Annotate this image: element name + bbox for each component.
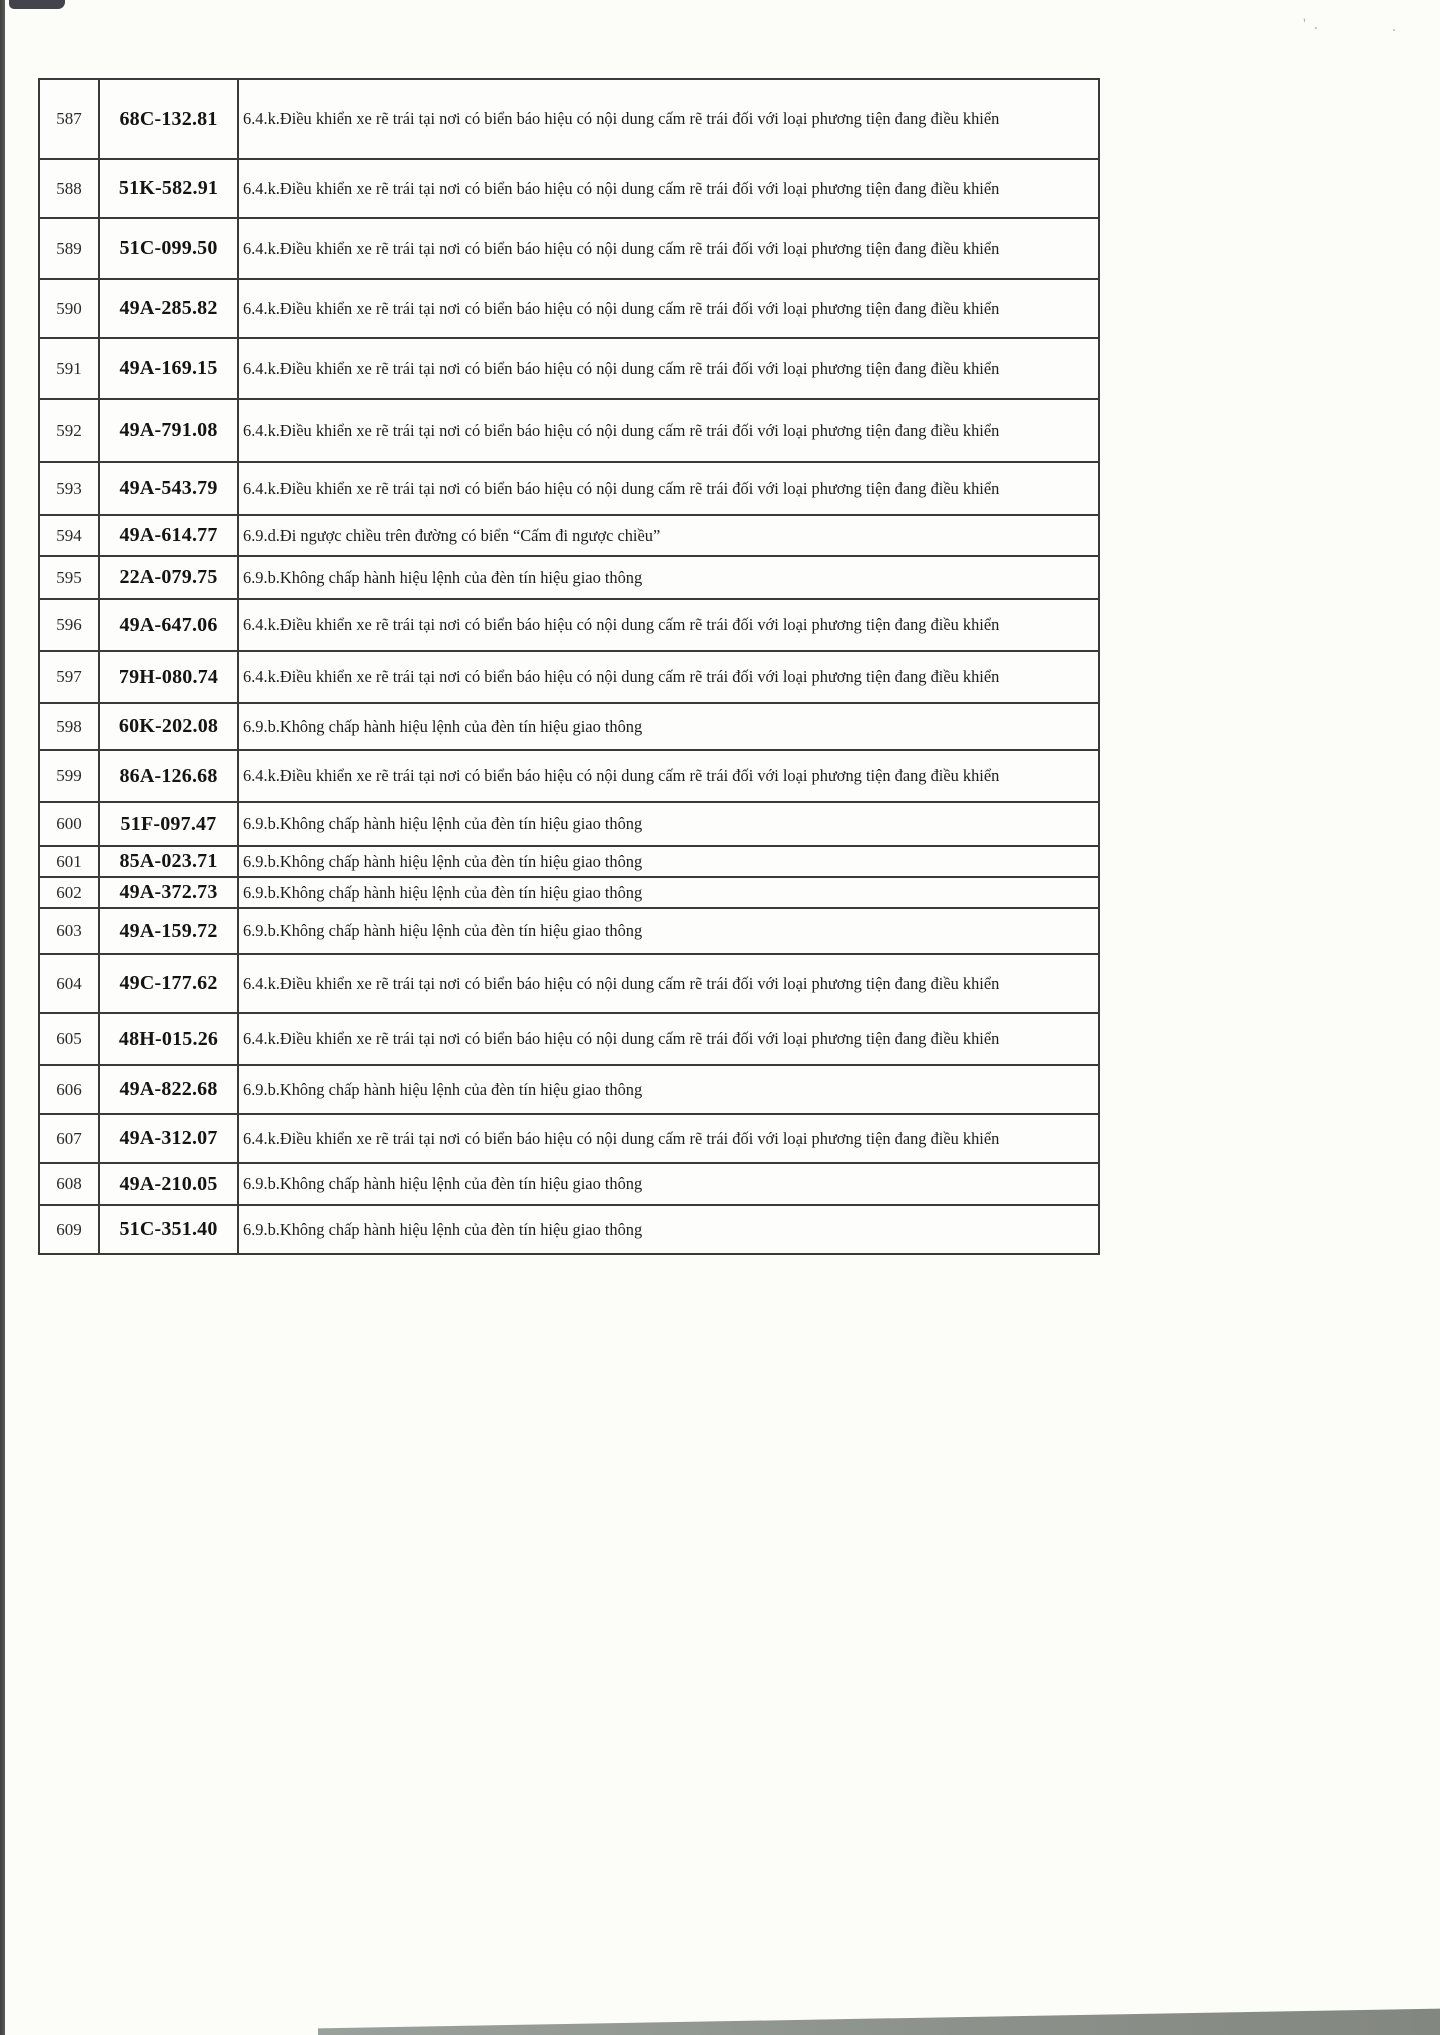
row-index: 606 [40, 1066, 100, 1113]
violation-text: 6.4.k.Điều khiển xe rẽ trái tại nơi có biển báo hiệu có nội dung cấm rẽ trái đối với loại phương tiện đang điều khiển [243, 298, 1000, 318]
violation-text: 6.4.k.Điều khiển xe rẽ trái tại nơi có biển báo hiệu có nội dung cấm rẽ trái đối với loại phương tiện đang điều khiển [243, 1128, 1000, 1148]
violation-text: 6.4.k.Điều khiển xe rẽ trái tại nơi có biển báo hiệu có nội dung cấm rẽ trái đối với loại phương tiện đang điều khiển [243, 1029, 1000, 1048]
violation-text: 6.4.k.Điều khiển xe rẽ trái tại nơi có biển báo hiệu có nội dung cấm rẽ trái đối với loại phương tiện đang điều khiển [243, 238, 1000, 258]
table-row [40, 878, 1098, 909]
row-index: 601 [40, 847, 100, 876]
row-index: 594 [40, 516, 100, 555]
document-table [38, 78, 1100, 1255]
plate-number: 68C-132.81 [100, 80, 239, 158]
violation-text: 6.4.k.Điều khiển xe rẽ trái tại nơi có biển báo hiệu có nội dung cấm rẽ trái đối với loại phương tiện đang điều khiển [243, 615, 1000, 634]
table-row [40, 463, 1098, 516]
plate-number: 49A-312.07 [100, 1115, 239, 1162]
violation-text: 6.4.k.Điều khiển xe rẽ trái tại nơi có biển báo hiệu có nội dung cấm rẽ trái đối với loại phương tiện đang điều khiển [243, 109, 1000, 128]
plate-number: 85A-023.71 [100, 847, 239, 876]
plate-number: 51C-351.40 [100, 1206, 239, 1253]
row-index: 604 [40, 955, 100, 1012]
violation-text: 6.4.k.Điều khiển xe rẽ trái tại nơi có biển báo hiệu có nội dung cấm rẽ trái đối với loại phương tiện đang điều khiển [243, 178, 1000, 198]
plate-number: 49A-614.77 [100, 516, 239, 555]
row-index: 587 [40, 80, 100, 158]
row-index: 588 [40, 160, 100, 217]
plate-number: 51K-582.91 [100, 160, 239, 217]
table-row [40, 1115, 1098, 1164]
violation-text: 6.9.b.Không chấp hành hiệu lệnh của đèn tín hiệu giao thông [243, 851, 643, 871]
row-index: 590 [40, 280, 100, 337]
violation-text: 6.9.b.Không chấp hành hiệu lệnh của đèn tín hiệu giao thông [243, 814, 643, 833]
row-index: 591 [40, 339, 100, 398]
table-row [40, 803, 1098, 847]
violation-text: 6.4.k.Điều khiển xe rẽ trái tại nơi có biển báo hiệu có nội dung cấm rẽ trái đối với loại phương tiện đang điều khiển [243, 478, 1000, 498]
violation-text: 6.9.b.Không chấp hành hiệu lệnh của đèn tín hiệu giao thông [243, 567, 643, 587]
row-index: 600 [40, 803, 100, 845]
plate-number: 51C-099.50 [100, 219, 239, 278]
plate-number: 51F-097.47 [100, 803, 239, 845]
row-index: 609 [40, 1206, 100, 1253]
plate-number: 49A-210.05 [100, 1164, 239, 1204]
violation-text: 6.4.k.Điều khiển xe rẽ trái tại nơi có biển báo hiệu có nội dung cấm rẽ trái đối với loại phương tiện đang điều khiển [243, 358, 1000, 378]
violation-text: 6.9.b.Không chấp hành hiệu lệnh của đèn tín hiệu giao thông [243, 1219, 643, 1239]
table-row [40, 80, 1098, 160]
plate-number: 49A-543.79 [100, 463, 239, 514]
row-index: 593 [40, 463, 100, 514]
row-index: 608 [40, 1164, 100, 1204]
scan-mark: ' . [1303, 16, 1320, 33]
row-index: 597 [40, 652, 100, 702]
scan-left-edge-shadow [0, 0, 5, 2035]
row-index: 605 [40, 1014, 100, 1064]
table-row [40, 516, 1098, 557]
row-index: 598 [40, 704, 100, 749]
row-index: 603 [40, 909, 100, 953]
violation-text: 6.9.b.Không chấp hành hiệu lệnh của đèn tín hiệu giao thông [243, 1079, 643, 1099]
violation-text: 6.4.k.Điều khiển xe rẽ trái tại nơi có biển báo hiệu có nội dung cấm rẽ trái đối với loại phương tiện đang điều khiển [243, 973, 1000, 993]
bottom-scan-band [318, 2005, 1440, 2035]
scan-corner-artifact [9, 0, 65, 9]
table-row [40, 160, 1098, 219]
row-index: 595 [40, 557, 100, 598]
plate-number: 49A-285.82 [100, 280, 239, 337]
plate-number: 49A-822.68 [100, 1066, 239, 1113]
table-row [40, 339, 1098, 400]
violation-text: 6.4.k.Điều khiển xe rẽ trái tại nơi có biển báo hiệu có nội dung cấm rẽ trái đối với loại phương tiện đang điều khiển [243, 667, 1000, 686]
plate-number: 60K-202.08 [100, 704, 239, 749]
violation-text: 6.9.d.Đi ngược chiều trên đường có biển “Cấm đi ngược chiều” [243, 525, 661, 545]
table-row [40, 219, 1098, 280]
table-row [40, 847, 1098, 878]
table-row [40, 400, 1098, 463]
table-row [40, 1014, 1098, 1066]
violation-text: 6.4.k.Điều khiển xe rẽ trái tại nơi có biển báo hiệu có nội dung cấm rẽ trái đối với loại phương tiện đang điều khiển [243, 766, 1000, 785]
table-row [40, 955, 1098, 1014]
table-row [40, 751, 1098, 803]
table-row [40, 1164, 1098, 1206]
plate-number: 49A-372.73 [100, 878, 239, 907]
violation-text: 6.4.k.Điều khiển xe rẽ trái tại nơi có biển báo hiệu có nội dung cấm rẽ trái đối với loại phương tiện đang điều khiển [243, 420, 1000, 440]
table-row [40, 600, 1098, 652]
violation-text: 6.9.b.Không chấp hành hiệu lệnh của đèn tín hiệu giao thông [243, 921, 643, 940]
plate-number: 79H-080.74 [100, 652, 239, 702]
row-index: 589 [40, 219, 100, 278]
plate-number: 49A-159.72 [100, 909, 239, 953]
plate-number: 49A-647.06 [100, 600, 239, 650]
row-index: 596 [40, 600, 100, 650]
plate-number: 48H-015.26 [100, 1014, 239, 1064]
scan-mark: . [1392, 18, 1398, 35]
table-row [40, 704, 1098, 751]
plate-number: 22A-079.75 [100, 557, 239, 598]
violation-text: 6.9.b.Không chấp hành hiệu lệnh của đèn tín hiệu giao thông [243, 1174, 643, 1193]
violation-text: 6.9.b.Không chấp hành hiệu lệnh của đèn tín hiệu giao thông [243, 716, 643, 736]
table-row [40, 1206, 1098, 1253]
plate-number: 49C-177.62 [100, 955, 239, 1012]
plate-number: 86A-126.68 [100, 751, 239, 801]
row-index: 602 [40, 878, 100, 907]
table-row [40, 652, 1098, 704]
violation-text: 6.9.b.Không chấp hành hiệu lệnh của đèn tín hiệu giao thông [243, 882, 643, 902]
row-index: 592 [40, 400, 100, 461]
table-row [40, 1066, 1098, 1115]
row-index: 599 [40, 751, 100, 801]
table-row [40, 280, 1098, 339]
plate-number: 49A-169.15 [100, 339, 239, 398]
row-index: 607 [40, 1115, 100, 1162]
table-row [40, 557, 1098, 600]
plate-number: 49A-791.08 [100, 400, 239, 461]
table-row [40, 909, 1098, 955]
